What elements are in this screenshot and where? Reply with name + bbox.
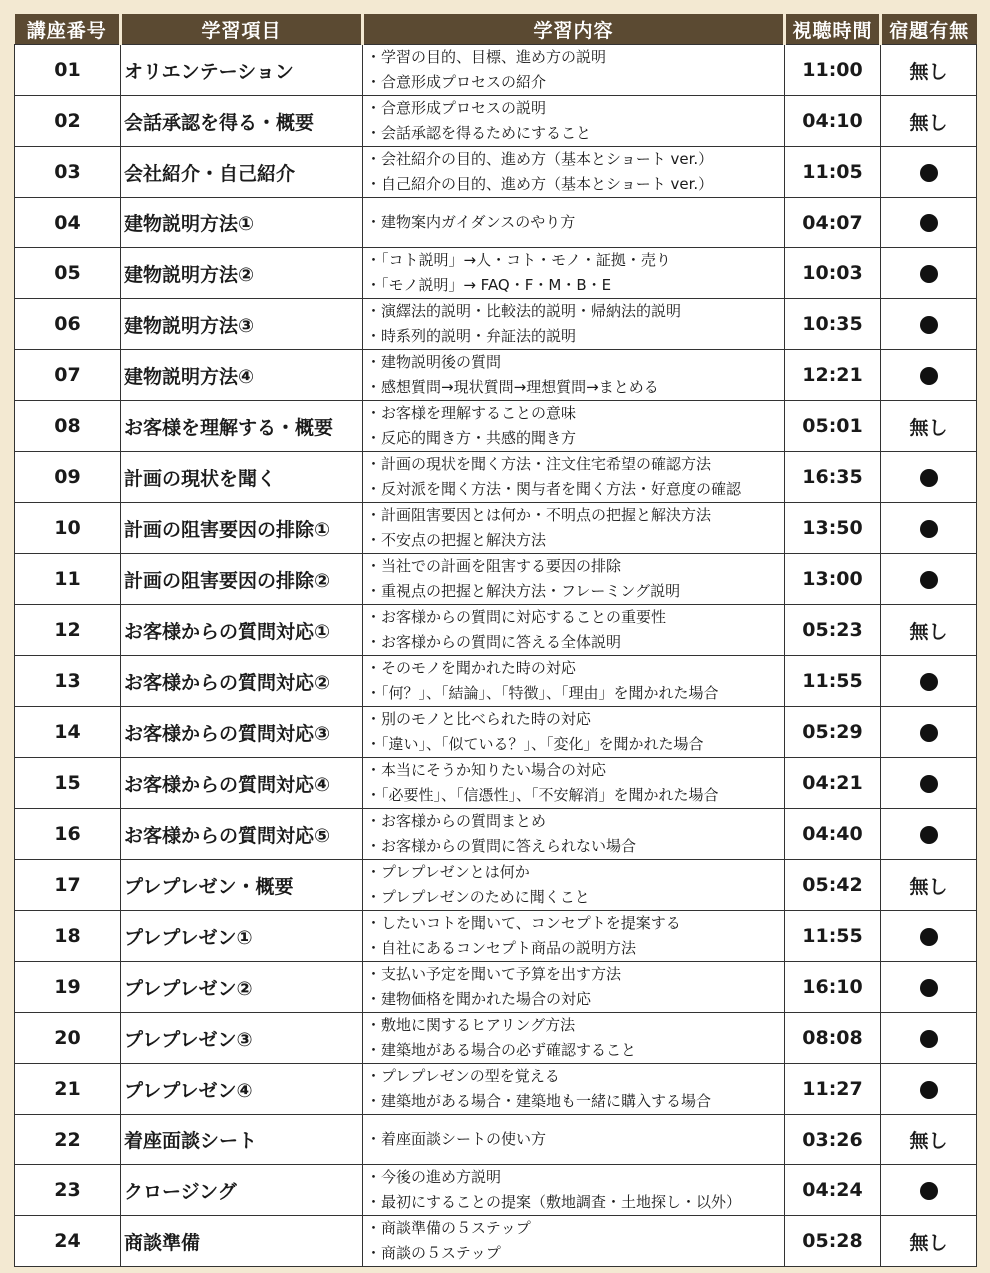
viewing-time: 16:10 [785, 962, 881, 1013]
homework-status [881, 707, 977, 758]
course-number: 15 [15, 758, 121, 809]
learning-content [363, 350, 785, 401]
content-line: ・そのモノを聞かれた時の対応 [366, 659, 576, 677]
homework-status [881, 911, 977, 962]
content-line: ・「モノ説明」→ FAQ・F・M・B・E [366, 276, 612, 294]
table-row [15, 758, 977, 809]
course-number: 23 [15, 1165, 121, 1216]
viewing-time: 05:28 [785, 1216, 881, 1267]
learning-item: お客様を理解する・概要 [121, 401, 363, 452]
homework-status [881, 962, 977, 1013]
learning-item: お客様からの質問対応③ [121, 707, 363, 758]
course-number: 13 [15, 656, 121, 707]
table-row [15, 1115, 977, 1165]
learning-content [363, 962, 785, 1013]
content-line: ・「必要性」、「信憑性」、「不安解消」を聞かれた場合 [366, 786, 719, 804]
homework-status [881, 503, 977, 554]
table-row [15, 1216, 977, 1267]
learning-content [363, 1165, 785, 1216]
course-number: 18 [15, 911, 121, 962]
table-header [15, 14, 977, 45]
learning-content [363, 707, 785, 758]
viewing-time: 04:07 [785, 198, 881, 248]
viewing-time: 11:05 [785, 147, 881, 198]
homework-dot-icon [920, 928, 938, 946]
content-line: ・プレプレゼンのために聞くこと [366, 888, 590, 906]
content-line: ・合意形成プロセスの説明 [366, 99, 547, 117]
content-line: ・商談の５ステップ [366, 1244, 501, 1262]
content-line: ・自社にあるコンセプト商品の説明方法 [366, 939, 637, 957]
homework-dot-icon [920, 1081, 938, 1099]
viewing-time: 04:24 [785, 1165, 881, 1216]
viewing-time: 11:00 [785, 45, 881, 96]
header-viewing-time: 視聴時間 [785, 14, 881, 45]
homework-dot-icon [920, 520, 938, 538]
content-line: ・お客様からの質問に答えられない場合 [366, 837, 637, 855]
content-line: ・お客様からの質問まとめ [366, 812, 547, 830]
homework-status [881, 198, 977, 248]
learning-content [363, 554, 785, 605]
content-line: ・「何？」、「結論」、「特徴」、「理由」を聞かれた場合 [366, 684, 719, 702]
learning-item: 建物説明方法④ [121, 350, 363, 401]
homework-status [881, 1064, 977, 1115]
homework-status: 無し [881, 860, 977, 911]
learning-content [363, 605, 785, 656]
course-number: 24 [15, 1216, 121, 1267]
homework-dot-icon [920, 164, 938, 182]
content-line: ・演繹法的説明・比較法的説明・帰納法的説明 [366, 302, 682, 320]
content-line: ・別のモノと比べられた時の対応 [366, 710, 591, 728]
viewing-time: 13:00 [785, 554, 881, 605]
content-line: ・お客様を理解することの意味 [366, 404, 577, 422]
course-number: 09 [15, 452, 121, 503]
course-number: 20 [15, 1013, 121, 1064]
course-table [14, 14, 977, 1267]
homework-status [881, 809, 977, 860]
learning-item: 計画の現状を聞く [121, 452, 363, 503]
viewing-time: 04:10 [785, 96, 881, 147]
learning-content [363, 401, 785, 452]
course-number: 07 [15, 350, 121, 401]
content-line: ・建物説明後の質問 [366, 353, 502, 371]
learning-content [363, 1115, 785, 1165]
course-number: 22 [15, 1115, 121, 1165]
content-line: ・「コト説明」→人・コト・モノ・証拠・売り [366, 251, 671, 269]
table-row [15, 1013, 977, 1064]
homework-status [881, 350, 977, 401]
learning-content [363, 248, 785, 299]
viewing-time: 12:21 [785, 350, 881, 401]
learning-content [363, 198, 785, 248]
viewing-time: 10:03 [785, 248, 881, 299]
viewing-time: 11:55 [785, 911, 881, 962]
table-row [15, 656, 977, 707]
learning-item: 建物説明方法① [121, 198, 363, 248]
learning-item: 計画の阻害要因の排除② [121, 554, 363, 605]
header-learning-item: 学習項目 [121, 14, 363, 45]
content-line: ・合意形成プロセスの紹介 [366, 73, 547, 91]
content-line: ・感想質問→現状質問→理想質問→まとめる [366, 378, 659, 396]
learning-item: お客様からの質問対応② [121, 656, 363, 707]
course-number: 02 [15, 96, 121, 147]
course-number: 14 [15, 707, 121, 758]
homework-dot-icon [920, 316, 938, 334]
learning-item: プレプレゼン④ [121, 1064, 363, 1115]
content-line: ・会社紹介の目的、進め方（基本とショート ver.） [366, 150, 714, 168]
learning-item: 会話承認を得る・概要 [121, 96, 363, 147]
course-number: 17 [15, 860, 121, 911]
homework-status [881, 248, 977, 299]
homework-status [881, 299, 977, 350]
content-line: ・支払い予定を聞いて予算を出す方法 [366, 965, 622, 983]
table-row [15, 605, 977, 656]
viewing-time: 11:27 [785, 1064, 881, 1115]
homework-dot-icon [920, 1030, 938, 1048]
table-row [15, 962, 977, 1013]
table-body [15, 45, 977, 1267]
homework-dot-icon [920, 1182, 938, 1200]
learning-content [363, 758, 785, 809]
course-number: 01 [15, 45, 121, 96]
homework-dot-icon [920, 826, 938, 844]
viewing-time: 05:29 [785, 707, 881, 758]
viewing-time: 04:40 [785, 809, 881, 860]
table-row [15, 860, 977, 911]
learning-content [363, 299, 785, 350]
table-row [15, 809, 977, 860]
content-line: ・時系列的説明・弁証法的説明 [366, 327, 577, 345]
content-line: ・不安点の把握と解決方法 [366, 531, 547, 549]
content-line: ・プレプレゼンとは何か [366, 863, 530, 881]
learning-content [363, 452, 785, 503]
learning-item: 計画の阻害要因の排除① [121, 503, 363, 554]
table-row [15, 401, 977, 452]
content-line: ・建築地がある場合・建築地も一緒に購入する場合 [366, 1092, 712, 1110]
table-row [15, 452, 977, 503]
table-row [15, 299, 977, 350]
course-number: 05 [15, 248, 121, 299]
table-row [15, 45, 977, 96]
homework-dot-icon [920, 265, 938, 283]
table-row [15, 350, 977, 401]
table-row [15, 554, 977, 605]
learning-content [363, 911, 785, 962]
homework-status [881, 147, 977, 198]
learning-content [363, 96, 785, 147]
homework-status [881, 554, 977, 605]
learning-item: クロージング [121, 1165, 363, 1216]
homework-dot-icon [920, 775, 938, 793]
viewing-time: 16:35 [785, 452, 881, 503]
learning-item: お客様からの質問対応⑤ [121, 809, 363, 860]
homework-status: 無し [881, 605, 977, 656]
content-line: ・最初にすることの提案（敷地調査・土地探し・以外） [366, 1193, 742, 1211]
content-line: ・したいコトを聞いて、コンセプトを提案する [366, 914, 681, 932]
learning-item: 建物説明方法② [121, 248, 363, 299]
learning-item: 会社紹介・自己紹介 [121, 147, 363, 198]
homework-status [881, 656, 977, 707]
course-number: 03 [15, 147, 121, 198]
learning-item: オリエンテーション [121, 45, 363, 96]
homework-dot-icon [920, 979, 938, 997]
content-line: ・重視点の把握と解決方法・フレーミング説明 [366, 582, 681, 600]
content-line: ・商談準備の５ステップ [366, 1219, 531, 1237]
content-line: ・本当にそうか知りたい場合の対応 [366, 761, 607, 779]
content-line: ・計画の現状を聞く方法・注文住宅希望の確認方法 [366, 455, 712, 473]
learning-item: プレプレゼン① [121, 911, 363, 962]
content-line: ・反応的聞き方・共感的聞き方 [366, 429, 577, 447]
content-line: ・学習の目的、目標、進め方の説明 [366, 48, 607, 66]
viewing-time: 11:55 [785, 656, 881, 707]
course-table-wrapper [14, 14, 976, 1267]
homework-status [881, 1165, 977, 1216]
learning-item: お客様からの質問対応④ [121, 758, 363, 809]
learning-content [363, 147, 785, 198]
table-row [15, 248, 977, 299]
homework-status: 無し [881, 401, 977, 452]
course-number: 11 [15, 554, 121, 605]
learning-item: プレプレゼン② [121, 962, 363, 1013]
content-line: ・建築地がある場合の必ず確認すること [366, 1041, 637, 1059]
table-row [15, 147, 977, 198]
content-line: ・お客様からの質問に対応することの重要性 [366, 608, 667, 626]
learning-item: 建物説明方法③ [121, 299, 363, 350]
table-row [15, 503, 977, 554]
course-number: 19 [15, 962, 121, 1013]
viewing-time: 08:08 [785, 1013, 881, 1064]
learning-content [363, 1013, 785, 1064]
homework-status: 無し [881, 45, 977, 96]
content-line: ・建物価格を聞かれた場合の対応 [366, 990, 592, 1008]
header-homework: 宿題有無 [881, 14, 977, 45]
homework-dot-icon [920, 571, 938, 589]
course-number: 10 [15, 503, 121, 554]
content-line: ・建物案内ガイダンスのやり方 [366, 213, 576, 231]
table-row [15, 1064, 977, 1115]
content-line: ・当社での計画を阻害する要因の排除 [366, 557, 622, 575]
content-line: ・会話承認を得るためにすること [366, 124, 592, 142]
table-row [15, 96, 977, 147]
learning-item: 商談準備 [121, 1216, 363, 1267]
content-line: ・着座面談シートの使い方 [366, 1130, 547, 1148]
content-line: ・プレプレゼンの型を覚える [366, 1067, 560, 1085]
table-row [15, 1165, 977, 1216]
course-number: 08 [15, 401, 121, 452]
homework-dot-icon [920, 673, 938, 691]
learning-content [363, 1216, 785, 1267]
learning-content [363, 45, 785, 96]
content-line: ・計画阻害要因とは何か・不明点の把握と解決方法 [366, 506, 712, 524]
viewing-time: 03:26 [785, 1115, 881, 1165]
learning-item: プレプレゼン③ [121, 1013, 363, 1064]
course-number: 06 [15, 299, 121, 350]
course-number: 21 [15, 1064, 121, 1115]
content-line: ・お客様からの質問に答える全体説明 [366, 633, 622, 651]
content-line: ・「違い」、「似ている？」、「変化」を聞かれた場合 [366, 735, 704, 753]
homework-dot-icon [920, 214, 938, 232]
homework-status: 無し [881, 1216, 977, 1267]
learning-item: お客様からの質問対応① [121, 605, 363, 656]
homework-dot-icon [920, 724, 938, 742]
viewing-time: 04:21 [785, 758, 881, 809]
table-row [15, 911, 977, 962]
learning-content [363, 656, 785, 707]
learning-content [363, 1064, 785, 1115]
course-number: 16 [15, 809, 121, 860]
learning-content [363, 809, 785, 860]
homework-status [881, 452, 977, 503]
viewing-time: 05:23 [785, 605, 881, 656]
viewing-time: 05:01 [785, 401, 881, 452]
homework-status [881, 1013, 977, 1064]
table-row [15, 707, 977, 758]
homework-status [881, 758, 977, 809]
homework-status: 無し [881, 96, 977, 147]
viewing-time: 05:42 [785, 860, 881, 911]
learning-content [363, 860, 785, 911]
course-number: 12 [15, 605, 121, 656]
header-course-number: 講座番号 [15, 14, 121, 45]
header-row [15, 14, 977, 45]
content-line: ・今後の進め方説明 [366, 1168, 502, 1186]
content-line: ・自己紹介の目的、進め方（基本とショート ver.） [366, 175, 714, 193]
learning-item: プレプレゼン・概要 [121, 860, 363, 911]
header-learning-content: 学習内容 [363, 14, 785, 45]
viewing-time: 10:35 [785, 299, 881, 350]
course-number: 04 [15, 198, 121, 248]
viewing-time: 13:50 [785, 503, 881, 554]
homework-dot-icon [920, 469, 938, 487]
homework-status: 無し [881, 1115, 977, 1165]
learning-content [363, 503, 785, 554]
content-line: ・敷地に関するヒアリング方法 [366, 1016, 576, 1034]
content-line: ・反対派を聞く方法・関与者を聞く方法・好意度の確認 [366, 480, 742, 498]
learning-item: 着座面談シート [121, 1115, 363, 1165]
table-row [15, 198, 977, 248]
homework-dot-icon [920, 367, 938, 385]
